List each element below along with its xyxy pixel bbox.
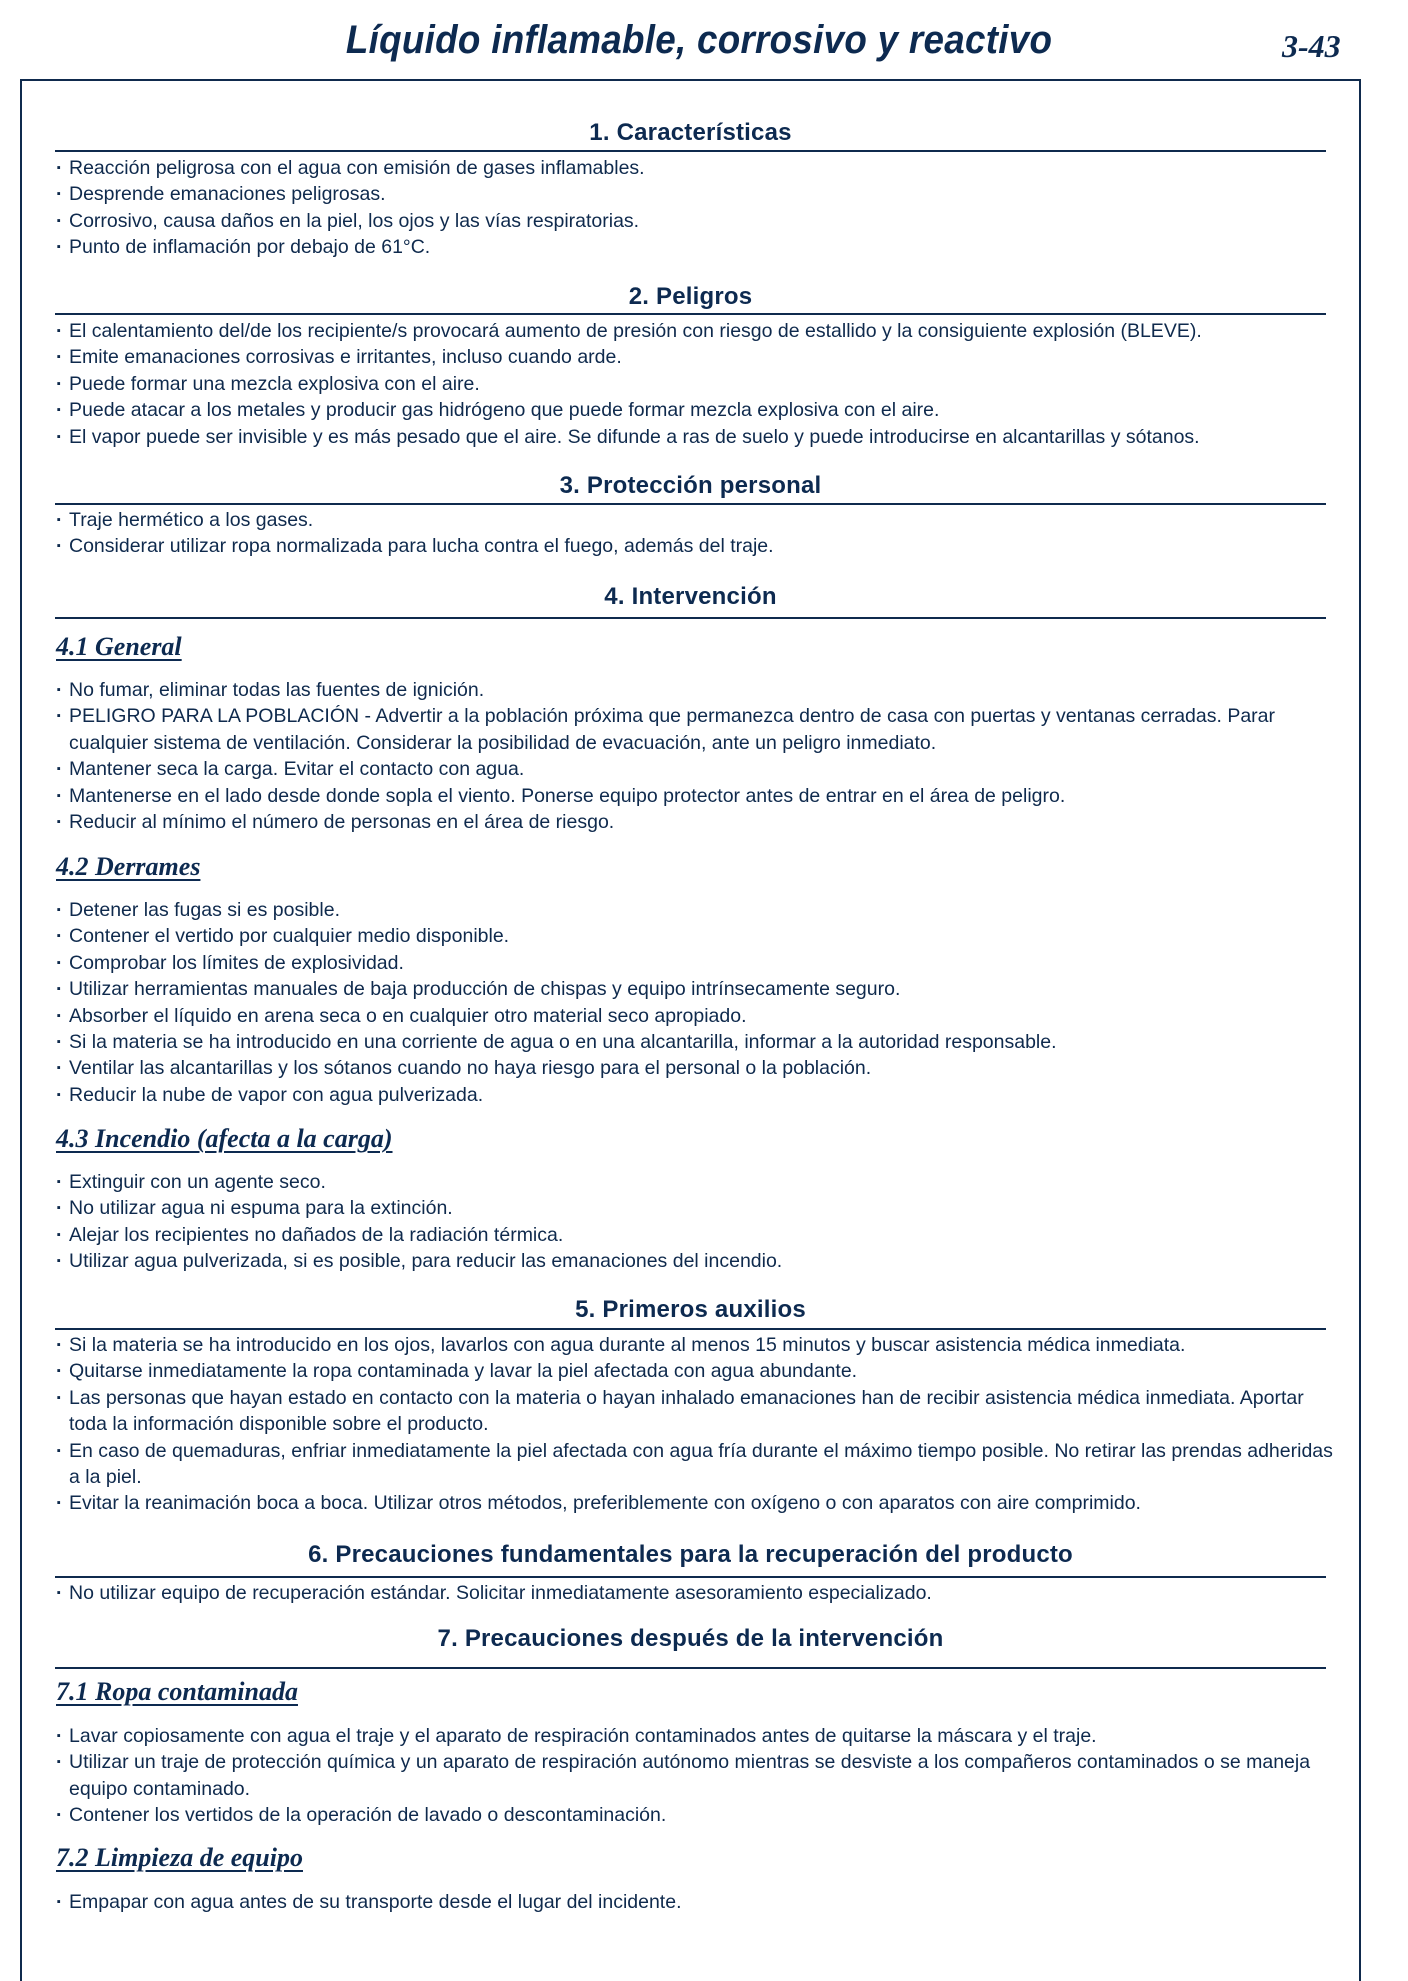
page-number: 3-43 (1282, 28, 1341, 64)
list-item: · Extinguir con un agente seco. (56, 1169, 1336, 1195)
proteccion-list (56, 507, 1336, 560)
list-item: · Utilizar herramientas manuales de baja producción de chispas y equipo intrínsecamente seguro. (56, 976, 1336, 1002)
list-item: · No fumar, eliminar todas las fuentes de ignición. (56, 677, 1336, 703)
general-list (56, 677, 1336, 835)
section-divider (55, 1328, 1326, 1330)
section-heading-despues-intervencion: 7. Precauciones después de la intervención (437, 1625, 944, 1652)
caracteristicas-list (56, 155, 1336, 261)
section-divider (55, 150, 1326, 152)
derrames-list (56, 897, 1336, 1108)
section-heading-intervencion: 4. Intervención (604, 583, 777, 610)
list-item: · No utilizar agua ni espuma para la extinción. (56, 1195, 1336, 1221)
section-heading-recuperacion: 6. Precauciones fundamentales para la recuperación del producto (308, 1541, 1073, 1568)
list-item: · Puede formar una mezcla explosiva con el aire. (56, 371, 1336, 397)
recuperacion-list (56, 1580, 1336, 1606)
list-item: · Utilizar agua pulverizada, si es posible, para reducir las emanaciones del incendio. (56, 1248, 1336, 1274)
section-divider (55, 617, 1326, 619)
list-item: · Desprende emanaciones peligrosas. (56, 181, 1336, 207)
list-item: · Utilizar un traje de protección química y un aparato de respiración autónomo mientras se desviste a los compañeros contaminados o se maneja equipo contaminado. (56, 1749, 1336, 1802)
list-item: · Si la materia se ha introducido en una corriente de agua o en una alcantarilla, informar a la autoridad responsable. (56, 1029, 1336, 1055)
subheading-derrames: 4.2 Derrames (56, 852, 201, 881)
list-item: · Mantener seca la carga. Evitar el contacto con agua. (56, 756, 1336, 782)
list-item: · Punto de inflamación por debajo de 61°C. (56, 234, 1336, 260)
list-item: · Absorber el líquido en arena seca o en cualquier otro material seco apropiado. (56, 1003, 1336, 1029)
subheading-general: 4.1 General (56, 632, 182, 661)
page-title: Líquido inflamable, corrosivo y reactivo (345, 18, 1053, 62)
section-heading-peligros: 2. Peligros (628, 283, 753, 310)
list-item: · PELIGRO PARA LA POBLACIÓN - Advertir a la población próxima que permanezca dentro de casa con puertas y ventanas cerradas. Parar cualquier sistema de ventilación. Considerar la posibilidad de evacuación, ante un peligro inmediato. (56, 703, 1336, 756)
section-divider (55, 503, 1326, 505)
list-item: · Traje hermético a los gases. (56, 507, 1336, 533)
list-item: · Contener los vertidos de la operación de lavado o descontaminación. (56, 1802, 1336, 1828)
list-item: · Emite emanaciones corrosivas e irritantes, incluso cuando arde. (56, 344, 1336, 370)
list-item: · Evitar la reanimación boca a boca. Utilizar otros métodos, preferiblemente con oxígeno o con aparatos con aire comprimido. (56, 1490, 1336, 1516)
list-item: · Empapar con agua antes de su transporte desde el lugar del incidente. (56, 1889, 1336, 1915)
list-item: · Lavar copiosamente con agua el traje y el aparato de respiración contaminados antes de quitarse la máscara y el traje. (56, 1723, 1336, 1749)
incendio-list (56, 1169, 1336, 1275)
section-heading-primeros-auxilios: 5. Primeros auxilios (575, 1296, 806, 1323)
section-heading-caracteristicas: 1. Características (589, 119, 792, 146)
list-item: · En caso de quemaduras, enfriar inmediatamente la piel afectada con agua fría durante el máximo tiempo posible. No retirar las prendas adheridas a la piel. (56, 1438, 1336, 1491)
list-item: · Alejar los recipientes no dañados de la radiación térmica. (56, 1222, 1336, 1248)
list-item: · El calentamiento del/de los recipiente/s provocará aumento de presión con riesgo de estallido y la consiguiente explosión (BLEVE). (56, 318, 1336, 344)
list-item: · Detener las fugas si es posible. (56, 897, 1336, 923)
list-item: · Reducir al mínimo el número de personas en el área de riesgo. (56, 809, 1336, 835)
list-item: · Contener el vertido por cualquier medio disponible. (56, 923, 1336, 949)
list-item: · No utilizar equipo de recuperación estándar. Solicitar inmediatamente asesoramiento especializado. (56, 1580, 1336, 1606)
list-item: · Corrosivo, causa daños en la piel, los ojos y las vías respiratorias. (56, 208, 1336, 234)
list-item: · Puede atacar a los metales y producir gas hidrógeno que puede formar mezcla explosiva con el aire. (56, 397, 1336, 423)
section-heading-proteccion-personal: 3. Protección personal (559, 472, 822, 499)
list-item: · Si la materia se ha introducido en los ojos, lavarlos con agua durante al menos 15 minutos y buscar asistencia médica inmediata. (56, 1332, 1336, 1358)
list-item: · Comprobar los límites de explosividad. (56, 950, 1336, 976)
subheading-incendio: 4.3 Incendio (afecta a la carga) (56, 1124, 393, 1153)
list-item: · Las personas que hayan estado en contacto con la materia o hayan inhalado emanaciones han de recibir asistencia médica inmediata. Aportar toda la información disponible sobre el producto. (56, 1385, 1336, 1438)
list-item: · Mantenerse en el lado desde donde sopla el viento. Ponerse equipo protector antes de entrar en el área de peligro. (56, 783, 1336, 809)
list-item: · Quitarse inmediatamente la ropa contaminada y lavar la piel afectada con agua abundante. (56, 1358, 1336, 1384)
section-divider (55, 1667, 1326, 1669)
subheading-ropa-contaminada: 7.1 Ropa contaminada (56, 1677, 298, 1706)
list-item: · El vapor puede ser invisible y es más pesado que el aire. Se difunde a ras de suelo y puede introducirse en alcantarillas y sótanos. (56, 424, 1336, 450)
peligros-list (56, 318, 1336, 450)
list-item: · Reducir la nube de vapor con agua pulverizada. (56, 1082, 1336, 1108)
primeros-auxilios-list (56, 1332, 1336, 1517)
subheading-limpieza-equipo: 7.2 Limpieza de equipo (56, 1843, 303, 1872)
ropa-contaminada-list (56, 1723, 1336, 1829)
limpieza-equipo-list (56, 1889, 1336, 1915)
list-item: · Reacción peligrosa con el agua con emisión de gases inflamables. (56, 155, 1336, 181)
list-item: · Considerar utilizar ropa normalizada para lucha contra el fuego, además del traje. (56, 533, 1336, 559)
section-divider (55, 1576, 1326, 1578)
list-item: · Ventilar las alcantarillas y los sótanos cuando no haya riesgo para el personal o la población. (56, 1055, 1336, 1081)
section-divider (55, 313, 1326, 315)
